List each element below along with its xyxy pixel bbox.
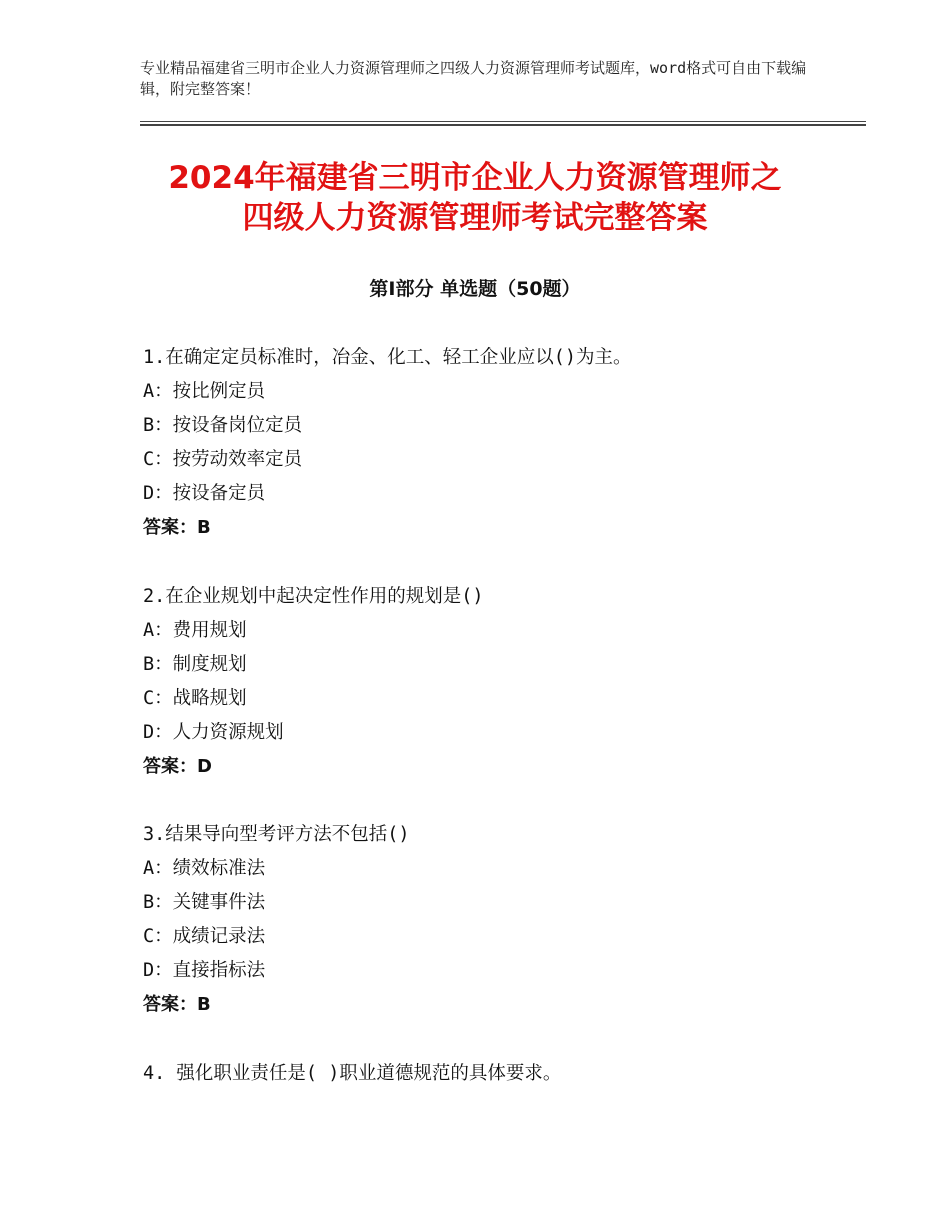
option-c: C：战略规划 bbox=[143, 688, 247, 709]
option-a: A：绩效标准法 bbox=[143, 858, 266, 879]
question-1 bbox=[143, 341, 863, 545]
section-title: 第Ⅰ部分 单选题（50题） bbox=[369, 278, 581, 300]
answer: 答案：B bbox=[143, 994, 211, 1015]
option-b: B：关键事件法 bbox=[143, 892, 266, 913]
option-a: A：费用规划 bbox=[143, 620, 247, 641]
answer: 答案：B bbox=[143, 517, 211, 538]
question-2 bbox=[143, 580, 863, 784]
option-d: D：直接指标法 bbox=[143, 960, 266, 981]
option-c: C：按劳动效率定员 bbox=[143, 449, 303, 470]
question-stem: 3.结果导向型考评方法不包括() bbox=[143, 824, 410, 845]
option-d: D：人力资源规划 bbox=[143, 722, 284, 743]
question-stem: 1.在确定定员标准时，冶金、化工、轻工企业应以()为主。 bbox=[143, 347, 632, 368]
option-c: C：成绩记录法 bbox=[143, 926, 266, 947]
question-stem: 4. 强化职业责任是( )职业道德规范的具体要求。 bbox=[143, 1063, 562, 1084]
option-b: B：按设备岗位定员 bbox=[143, 415, 303, 436]
option-d: D：按设备定员 bbox=[143, 483, 266, 504]
title-line-2: 四级人力资源管理师考试完整答案 bbox=[242, 200, 708, 236]
document-title bbox=[100, 158, 850, 238]
question-4 bbox=[143, 1057, 863, 1091]
header-note: 专业精品福建省三明市企业人力资源管理师之四级人力资源管理师考试题库，word格式可自由下载编辑，附完整答案！ bbox=[140, 59, 807, 98]
answer: 答案：D bbox=[143, 756, 212, 777]
title-line-1: 2024年福建省三明市企业人力资源管理师之 bbox=[168, 160, 782, 196]
question-3 bbox=[143, 818, 863, 1022]
option-b: B：制度规划 bbox=[143, 654, 247, 675]
header-rule-thick bbox=[140, 124, 866, 126]
question-stem: 2.在企业规划中起决定性作用的规划是() bbox=[143, 586, 484, 607]
header-rule-thin bbox=[140, 121, 866, 122]
option-a: A：按比例定员 bbox=[143, 381, 266, 402]
